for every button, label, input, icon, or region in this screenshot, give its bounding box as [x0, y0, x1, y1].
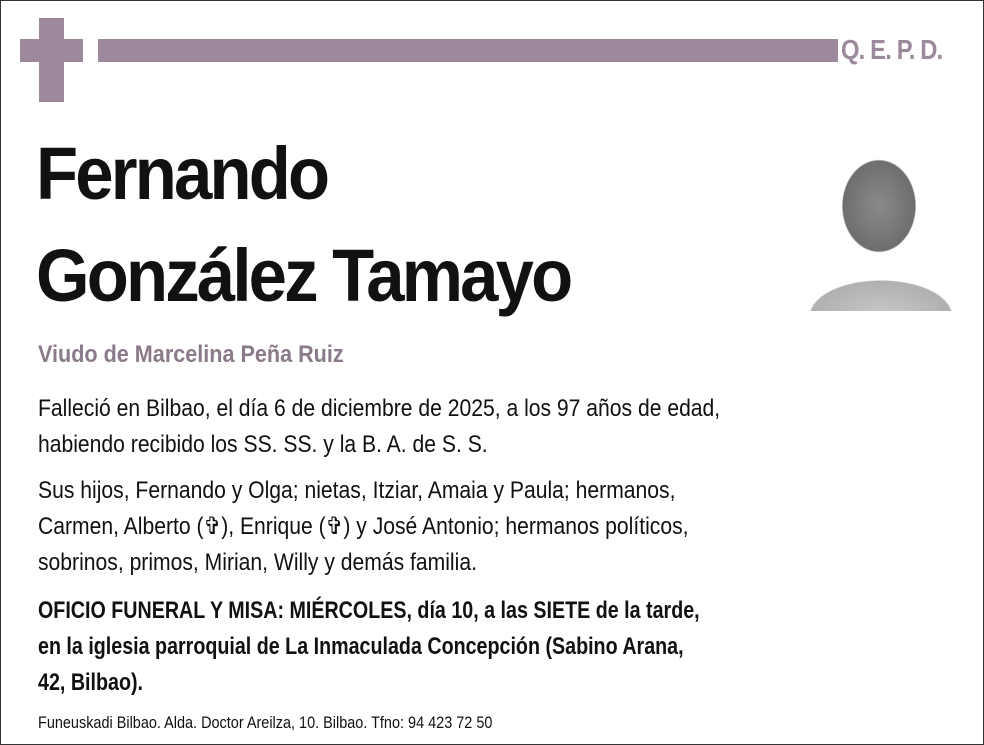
deceased-surname: González Tamayo: [36, 234, 571, 317]
deceased-photo: [791, 116, 968, 311]
text-line: OFICIO FUNERAL Y MISA: MIÉRCOLES, día 10, a las SIETE de la tarde,: [38, 597, 700, 624]
funeral-home-footer: Funeuskadi Bilbao. Alda. Doctor Areilza, 10. Bilbao. Tfno: 94 423 72 50: [38, 713, 493, 732]
deceased-first-name: Fernando: [36, 132, 328, 215]
text-line: Sus hijos, Fernando y Olga; nietas, Itziar, Amaia y Paula; hermanos,: [38, 477, 676, 504]
header-bar: [98, 39, 838, 62]
text-line: en la iglesia parroquial de La Inmaculada Concepción (Sabino Arana,: [38, 633, 684, 660]
death-notice: [38, 391, 813, 463]
widow-of: Viudo de Marcelina Peña Ruiz: [38, 341, 344, 368]
cross-icon-bar: [20, 39, 83, 62]
text-line: Carmen, Alberto (✞), Enrique (✞) y José Antonio; hermanos políticos,: [38, 513, 689, 540]
text-line: Falleció en Bilbao, el día 6 de diciembre de 2025, a los 97 años de edad,: [38, 395, 721, 422]
family-list: [38, 473, 777, 581]
text-line: 42, Bilbao).: [38, 669, 143, 696]
text-line: habiendo recibido los SS. SS. y la B. A. de S. S.: [38, 431, 488, 458]
qepd-label: Q. E. P. D.: [841, 34, 943, 65]
funeral-details: [38, 593, 845, 701]
text-line: sobrinos, primos, Mirian, Willy y demás familia.: [38, 549, 477, 576]
